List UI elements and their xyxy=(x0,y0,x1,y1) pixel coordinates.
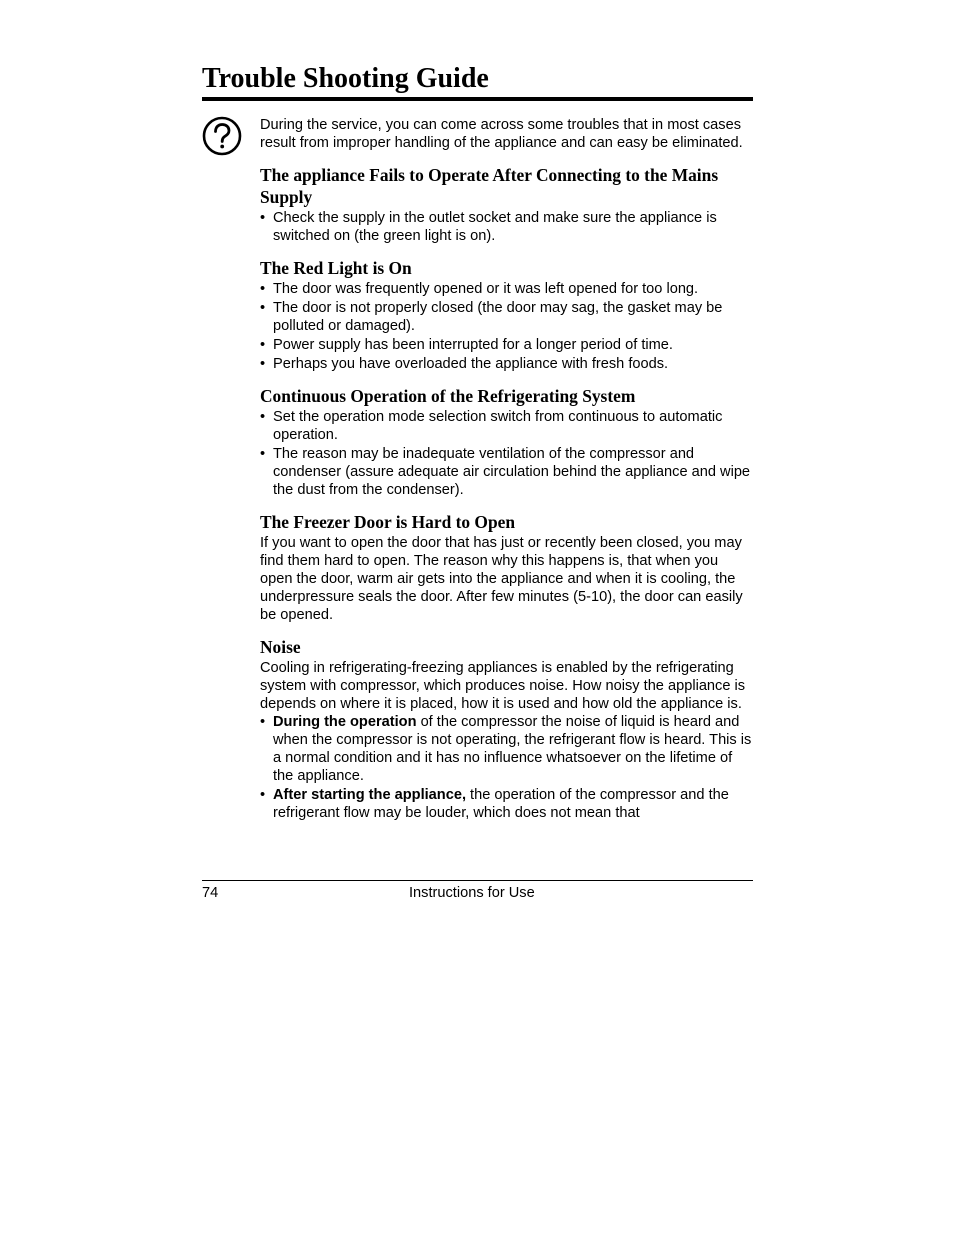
list-item: • The reason may be inadequate ventilation of the compressor and condenser (assure adequate air circulation behind the appliance and wipe the dust from the condenser). xyxy=(260,445,753,499)
section-red-light xyxy=(260,257,753,373)
bold-lead: During the operation xyxy=(273,714,417,730)
question-circle-icon xyxy=(202,116,242,156)
list-item: • Check the supply in the outlet socket and make sure the appliance is switched on (the green light is on). xyxy=(260,209,753,245)
bullet-list xyxy=(260,408,753,499)
content xyxy=(260,116,753,823)
section-heading: Continuous Operation of the Refrigerating System xyxy=(260,386,636,406)
list-item: • Perhaps you have overloaded the appliance with fresh foods. xyxy=(260,355,753,373)
footer-label: Instructions for Use xyxy=(409,885,535,901)
bullet-list xyxy=(260,713,753,822)
bullet-text: of the compressor the noise of liquid is heard and when the compressor is not operating, the refrigerant flow is heard. This is a normal condition and it has no influence whatsoever on the lifetime of the appliance. xyxy=(273,714,752,784)
bold-lead: After starting the appliance, xyxy=(273,787,466,803)
section-paragraph: If you want to open the door that has just or recently been closed, you may find them hard to open. The reason why this happens is, that when you open the door, warm air gets into the appliance and when it is cooling, the underpressure seals the door. After few minutes (5-10), the door can easily be opened. xyxy=(260,535,743,623)
page-number: 74 xyxy=(202,885,219,901)
section-heading: The appliance Fails to Operate After Connecting to the Mains Supply xyxy=(260,165,719,207)
page-title: Trouble Shooting Guide xyxy=(202,63,489,94)
bullet-list xyxy=(260,280,753,373)
list-item: • The door is not properly closed (the door may sag, the gasket may be polluted or damaged). xyxy=(260,299,753,335)
list-item: • Set the operation mode selection switch from continuous to automatic operation. xyxy=(260,408,753,444)
section-heading: The Freezer Door is Hard to Open xyxy=(260,512,516,532)
list-item: • The door was frequently opened or it was left opened for too long. xyxy=(260,280,753,298)
section-noise xyxy=(260,636,753,822)
list-item: • Power supply has been interrupted for a longer period of time. xyxy=(260,336,753,354)
section-heading: Noise xyxy=(260,637,301,657)
section-heading: The Red Light is On xyxy=(260,258,412,278)
intro-text: During the service, you can come across some troubles that in most cases result from improper handling of the appliance and can easy be eliminated. xyxy=(260,117,743,151)
section-fails-to-operate xyxy=(260,164,753,245)
section-paragraph: Cooling in refrigerating-freezing appliances is enabled by the refrigerating system with compressor, which produces noise. How noisy the appliance is depends on where it is placed, how it is used and how old the appliance is. xyxy=(260,660,746,712)
section-freezer-door xyxy=(260,511,753,624)
list-item xyxy=(260,713,753,785)
bullet-list xyxy=(260,209,753,245)
section-continuous-operation xyxy=(260,385,753,499)
list-item xyxy=(260,786,753,822)
footer-rule xyxy=(202,880,753,881)
bullet-text: the operation of the compressor and the refrigerant flow may be louder, which does not mean that xyxy=(273,787,729,821)
title-rule xyxy=(202,97,753,101)
